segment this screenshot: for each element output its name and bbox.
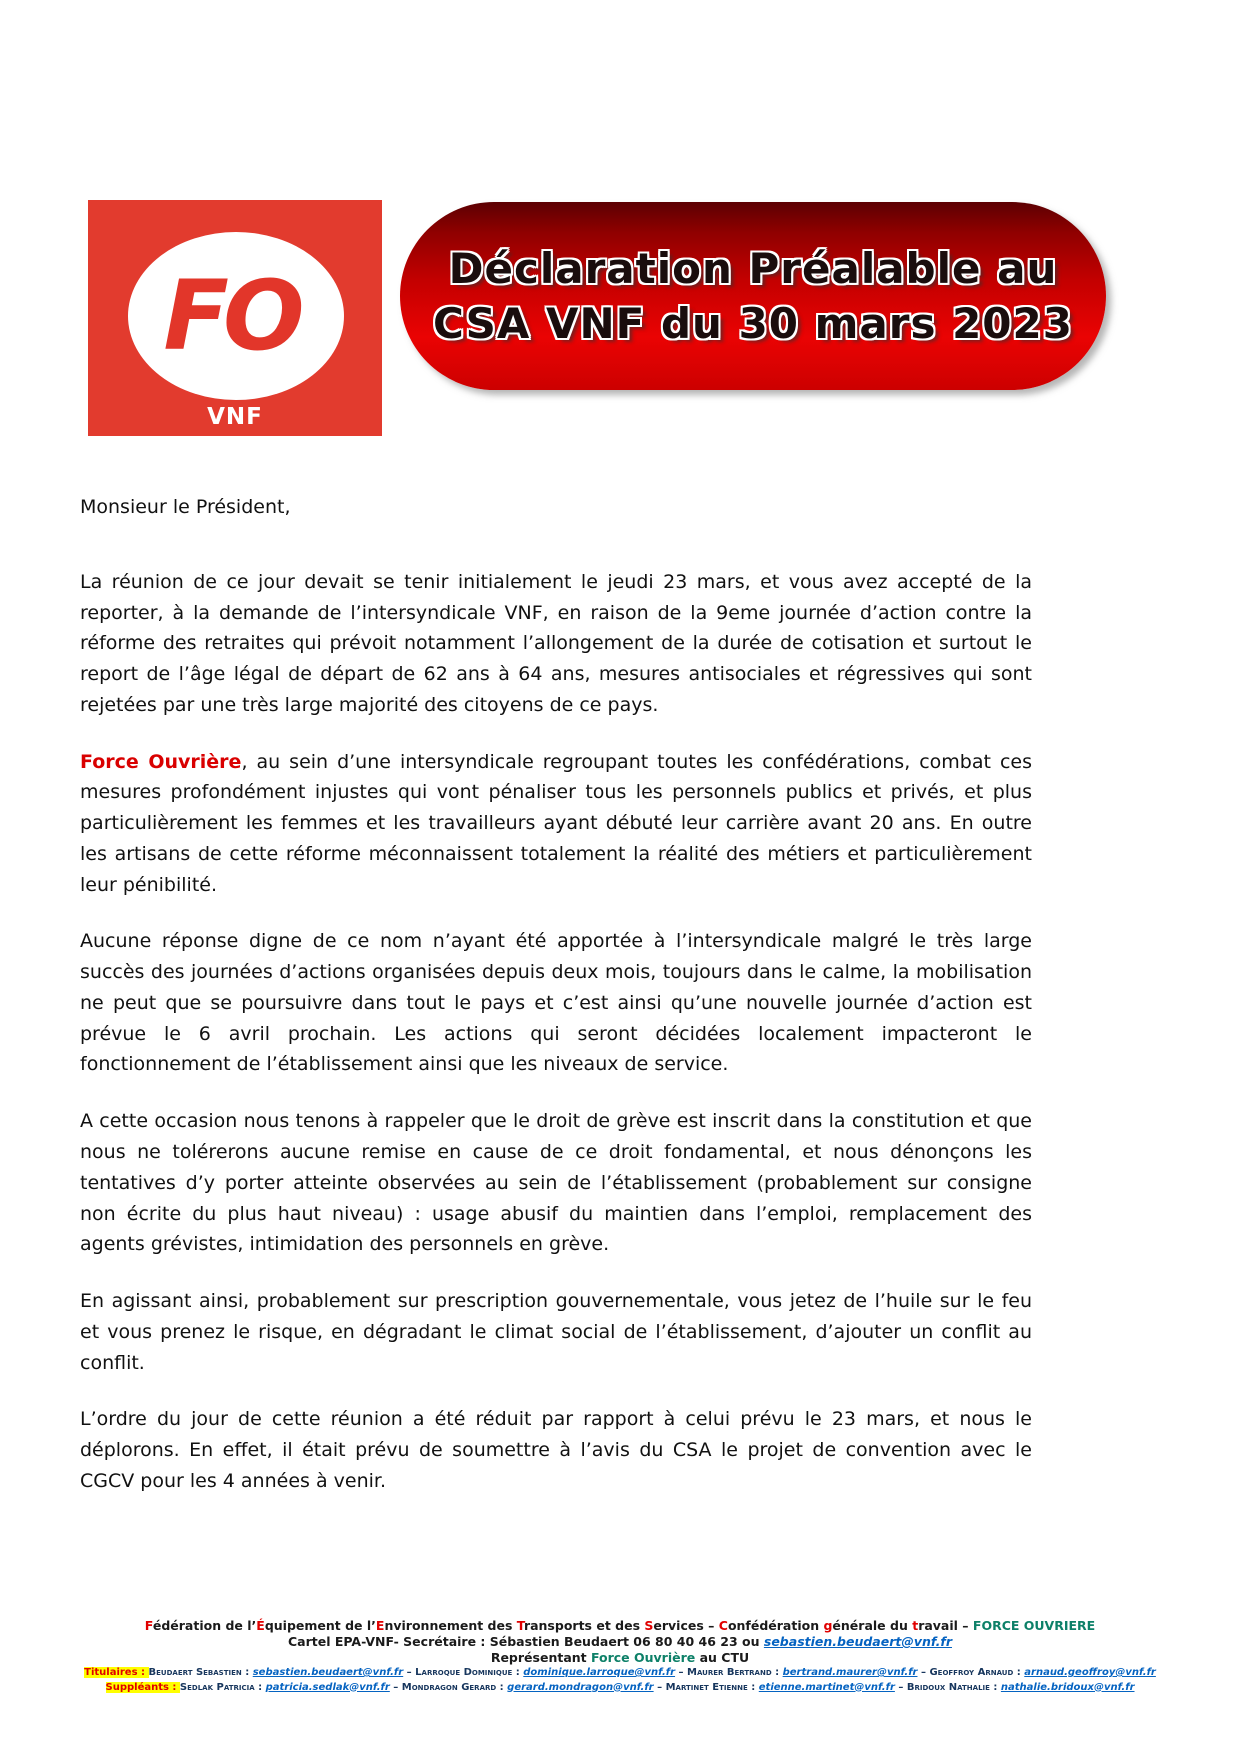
text-segment-name: – xyxy=(403,1667,416,1678)
text-segment-name: Sedlak Patricia xyxy=(179,1681,255,1693)
text-segment-name: : xyxy=(771,1667,783,1678)
banner-title-line1: Déclaration Préalable au xyxy=(448,243,1058,293)
text-segment-name: : xyxy=(747,1681,759,1693)
email-link-bridoux[interactable]: nathalie.bridoux@vnf.fr xyxy=(1000,1681,1135,1693)
text-segment-base: nvironnement des xyxy=(384,1618,517,1633)
text-segment-name: – xyxy=(653,1681,666,1693)
text-segment-teal: FORCE OUVRIERE xyxy=(972,1618,1096,1633)
letter-paragraph-2-rest: , au sein d’une intersyndicale regroupant toutes les confédérations, combat ces mesures profondément injustes qui vont pénaliser tous les personnels publics et privés, et plus particulièrement les femmes et les travailleurs ayant débuté leur carrière avant 20 ans. En outre les artisans de cette réforme méconnaissent totalement la réalité des métiers et particulièrement leur pénibilité. xyxy=(80,750,1032,896)
email-link-larroque[interactable]: dominique.larroque@vnf.fr xyxy=(523,1667,676,1678)
fo-logo-ellipse xyxy=(128,232,344,400)
text-segment-base: ervices – xyxy=(653,1618,719,1633)
text-segment-name: Geoffroy Arnaud xyxy=(929,1667,1014,1678)
letter-paragraph-4: A cette occasion nous tenons à rappeler que le droit de grève est inscrit dans la constitution et que nous ne tolérerons aucune remise en cause de ce droit fondamental, et nous dénonçons les tentatives d’y porter atteinte observées au sein de l’établissement (probablement sur consigne non écrite du plus haut niveau) : usage abusif du maintien dans l’emploi, remplacement des agents grévistes, intimidation des personnels en grève. xyxy=(80,1110,1032,1256)
banner-title-line2: CSA VNF du 30 mars 2023 xyxy=(433,299,1073,348)
footer-representant-line xyxy=(0,1650,1240,1666)
force-ouvriere-lead: Force Ouvrière xyxy=(80,750,242,773)
text-segment-name: Martinet Etienne xyxy=(665,1681,748,1693)
text-segment-red: C xyxy=(718,1618,728,1633)
letter-paragraph-1: La réunion de ce jour devait se tenir initialement le jeudi 23 mars, et vous avez accepté de la reporter, à la demande de l’intersyndicale VNF, en raison de la 9eme journée d’action contre la réforme des retraites qui prévoit notamment l’allongement de la durée de cotisation et surtout le report de l’âge légal de départ de 62 ans à 64 ans, mesures antisociales et régressives qui sont rejetées par une très large majorité des citoyens de ce pays. xyxy=(80,570,1032,716)
email-link-geoffroy[interactable]: arnaud.geoffroy@vnf.fr xyxy=(1024,1667,1156,1678)
letter-paragraph-3: Aucune réponse digne de ce nom n’ayant été apportée à l’intersyndicale malgré le très large succès des journées d’actions organisées depuis deux mois, toujours dans le calme, la mobilisation ne peut que se poursuivre dans tout le pays et c’est ainsi qu’une nouvelle journée d’action est prévue le 6 avril prochain. Les actions qui seront décidées localement impacteront le fonctionnement de l’établissement ainsi que les niveaux de service. xyxy=(80,930,1032,1076)
text-segment-base: quipement de l’ xyxy=(264,1618,376,1633)
salutation: Monsieur le Président, xyxy=(80,496,291,518)
text-segment-red: S xyxy=(644,1618,654,1633)
text-segment-base: onfédération xyxy=(727,1618,824,1633)
fo-logo-text: FO xyxy=(163,260,299,372)
text-segment-name: – xyxy=(389,1681,402,1693)
text-segment-name: Larroque Dominique xyxy=(415,1667,513,1678)
text-segment-hl: Titulaires : xyxy=(84,1667,149,1678)
text-segment-red: t xyxy=(912,1618,919,1633)
fo-logo-vnf-label: VNF xyxy=(207,404,263,430)
text-segment-red: T xyxy=(516,1618,524,1633)
footer-titulaires-line xyxy=(0,1666,1240,1681)
text-segment-red: É xyxy=(256,1618,265,1633)
text-segment-red: E xyxy=(375,1618,385,1633)
letter-paragraph-6: L’ordre du jour de cette réunion a été réduit par rapport à celui prévu le 23 mars, et nous le déplorons. En effet, il était prévu de soumettre à l’avis du CSA le projet de convention avec le CGCV pour les 4 années à venir. xyxy=(80,1408,1032,1492)
text-segment-name: Beudaert Sebastien xyxy=(148,1667,242,1678)
text-segment-base: Représentant xyxy=(490,1650,591,1665)
text-segment-teal: Force Ouvrière xyxy=(590,1650,696,1665)
text-segment-base: ravail – xyxy=(918,1618,973,1633)
text-segment-base: au CTU xyxy=(695,1650,750,1665)
email-link-beudaert[interactable]: sebastien.beudaert@vnf.fr xyxy=(252,1667,404,1678)
text-segment-name: : xyxy=(496,1681,508,1693)
email-link-sedlak[interactable]: patricia.sedlak@vnf.fr xyxy=(265,1681,390,1693)
text-segment-hl: Suppléants : xyxy=(105,1681,180,1693)
fo-vnf-logo xyxy=(88,200,382,436)
text-segment-red: g xyxy=(823,1618,833,1633)
footer-federation-line xyxy=(0,1618,1240,1634)
footer-cartel-line xyxy=(0,1634,1240,1650)
email-link-maurer[interactable]: bertrand.maurer@vnf.fr xyxy=(782,1667,918,1678)
text-segment-name: : xyxy=(989,1681,1001,1693)
text-segment-name: Mondragon Gerard xyxy=(401,1681,497,1693)
text-segment-base: édération de l’ xyxy=(152,1618,257,1633)
text-segment-base: ransports et des xyxy=(523,1618,645,1633)
text-segment-name: : xyxy=(254,1681,266,1693)
title-banner xyxy=(400,202,1106,390)
letter-paragraph-5: En agissant ainsi, probablement sur prescription gouvernementale, vous jetez de l’huile sur le feu et vous prenez le risque, en dégradant le climat social de l’établissement, d’ajouter un conflit au conflit. xyxy=(80,1290,1032,1374)
text-segment-base: Cartel EPA-VNF- Secrétaire : Sébastien Beudaert 06 80 40 46 23 ou xyxy=(287,1634,764,1649)
email-link-martinet[interactable]: etienne.martinet@vnf.fr xyxy=(758,1681,895,1693)
email-link-secretaire[interactable]: sebastien.beudaert@vnf.fr xyxy=(763,1634,952,1649)
text-segment-name: – xyxy=(675,1667,688,1678)
text-segment-name: – xyxy=(894,1681,907,1693)
text-segment-name: Bridoux Nathalie xyxy=(906,1681,990,1693)
text-segment-name: : xyxy=(241,1667,253,1678)
letter-body xyxy=(80,492,1032,1523)
text-segment-name: – xyxy=(917,1667,930,1678)
letter-paragraph-2 xyxy=(80,747,1032,901)
footer-suppleants-line xyxy=(0,1681,1240,1696)
page-footer xyxy=(0,1618,1240,1695)
text-segment-name: : xyxy=(512,1667,524,1678)
text-segment-name: Maurer Bertrand xyxy=(687,1667,772,1678)
text-segment-base: énérale du xyxy=(832,1618,913,1633)
text-segment-name: : xyxy=(1013,1667,1025,1678)
email-link-mondragon[interactable]: gerard.mondragon@vnf.fr xyxy=(507,1681,654,1693)
text-segment-red: F xyxy=(144,1618,153,1633)
